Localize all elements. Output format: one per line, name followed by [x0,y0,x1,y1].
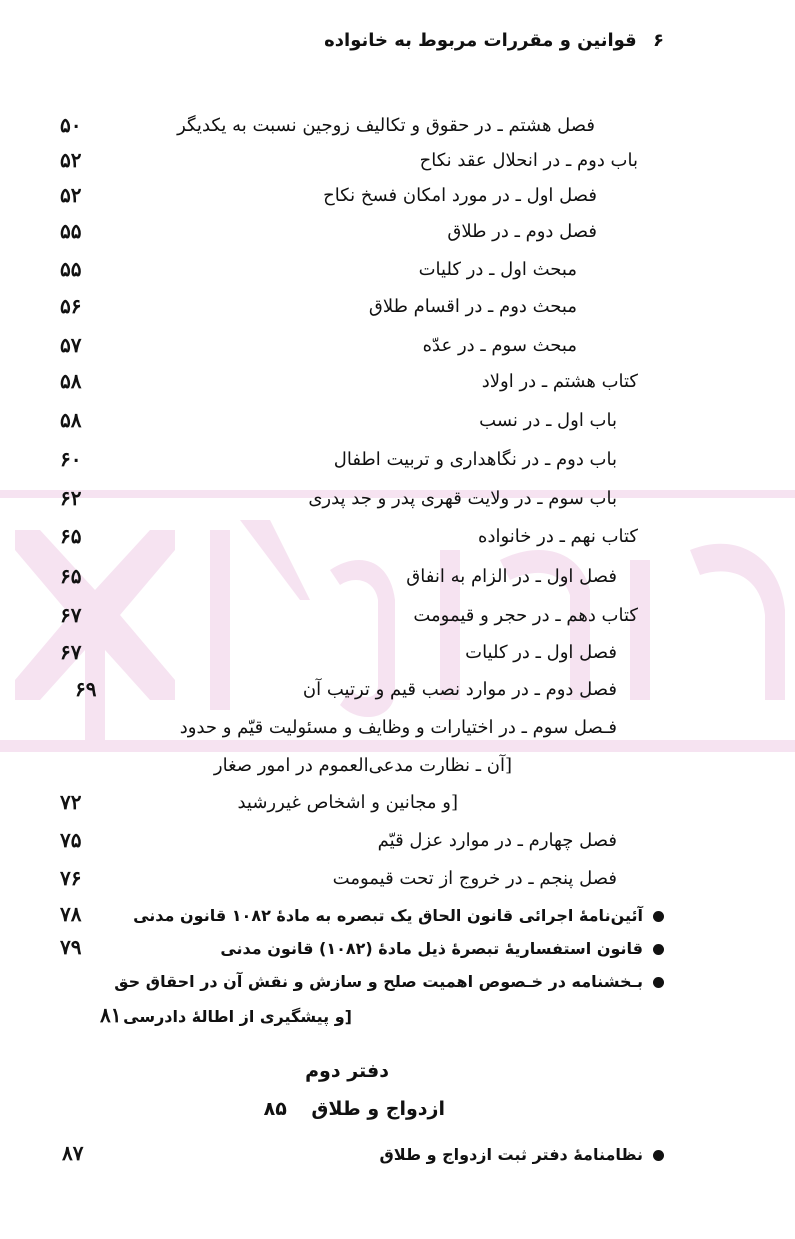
toc-entry[interactable]: باب سوم ـ در ولایت قهری پدر و جد پدری ۶۲ [60,486,617,510]
toc-entry[interactable]: بـخشنامه در خـصوص اهمیت صلح و سازش و نقش آن در احقاق حق [0,968,795,998]
page-number: ۶ [653,30,664,51]
toc-entry[interactable]: مبحث اول ـ در کلیات ۵۵ [60,257,577,281]
toc-entry[interactable]: فصل دوم ـ در طلاق ۵۵ [60,219,597,243]
section-subtitle: ازدواج و طلاق ۸۵ [263,1098,445,1120]
toc-entry[interactable]: فصل پنجم ـ در خروج از تحت قیمومت ۷۶ [60,866,617,890]
bullet-icon [653,1150,664,1161]
toc-entry[interactable]: [و مجانین و اشخاص غیررشید ۷۲ [60,790,458,814]
toc-entry[interactable]: کتاب دهم ـ در حجر و قیمومت ۶۷ [60,603,638,627]
toc-entry[interactable]: باب اول ـ در نسب ۵۸ [60,408,617,432]
toc-entry[interactable]: [و پیشگیری از اطالهٔ دادرسی ۸۱ [100,1003,352,1027]
toc-entry[interactable]: باب دوم ـ در انحلال عقد نکاح ۵۲ [60,148,638,172]
running-header [324,30,664,51]
toc-entry[interactable]: فـصل سوم ـ در اختیارات و وظایف و مسئولیت قیّم و حدود [179,717,617,738]
toc-entry[interactable]: آئین‌نامهٔ اجرائی قانون الحاق یک تبصره به مادهٔ ۱۰۸۲ قانون مدنی ۷۸ [0,902,795,932]
toc-entry[interactable]: فصل اول ـ در مورد امکان فسخ نکاح ۵۲ [60,183,597,207]
toc-entry[interactable]: فصل اول ـ در کلیات ۶۷ [60,640,617,664]
toc-entry[interactable]: [آن ـ نظارت مدعی‌العموم در امور صغار [213,755,512,776]
toc-entry[interactable]: کتاب هشتم ـ در اولاد ۵۸ [60,369,638,393]
toc-entry[interactable]: باب دوم ـ در نگاهداری و تربیت اطفال ۶۰ [60,447,617,471]
toc-entry[interactable]: فصل هشتم ـ در حقوق و تکالیف زوجین نسبت به یکدیگر ۵۰ [60,113,595,137]
toc-entry[interactable]: مبحث دوم ـ در اقسام طلاق ۵۶ [60,294,577,318]
toc-entry[interactable]: کتاب نهم ـ در خانواده ۶۵ [60,524,638,548]
toc-entry[interactable]: قانون استفساریهٔ تبصرهٔ ذیل مادهٔ (۱۰۸۲) قانون مدنی ۷۹ [0,935,795,965]
running-title: قوانین و مقررات مربوط به خانواده [324,30,637,51]
toc-entry[interactable]: مبحث سوم ـ در عدّه ۵۷ [60,333,577,357]
toc-entry[interactable]: نظامنامهٔ دفتر ثبت ازدواج و طلاق ۸۷ [0,1141,795,1171]
toc-entry[interactable]: فصل چهارم ـ در موارد عزل قیّم ۷۵ [60,828,617,852]
toc-entry[interactable]: فصل اول ـ در الزام به انفاق ۶۵ [60,564,617,588]
section-subtitle-page: ۸۵ [263,1098,287,1120]
section-title: دفتر دوم [305,1060,389,1082]
bullet-icon [653,944,664,955]
toc-entry[interactable]: فصل دوم ـ در موارد نصب قیم و ترتیب آن ۶۹ [75,677,617,701]
bullet-icon [653,911,664,922]
bullet-icon [653,977,664,988]
